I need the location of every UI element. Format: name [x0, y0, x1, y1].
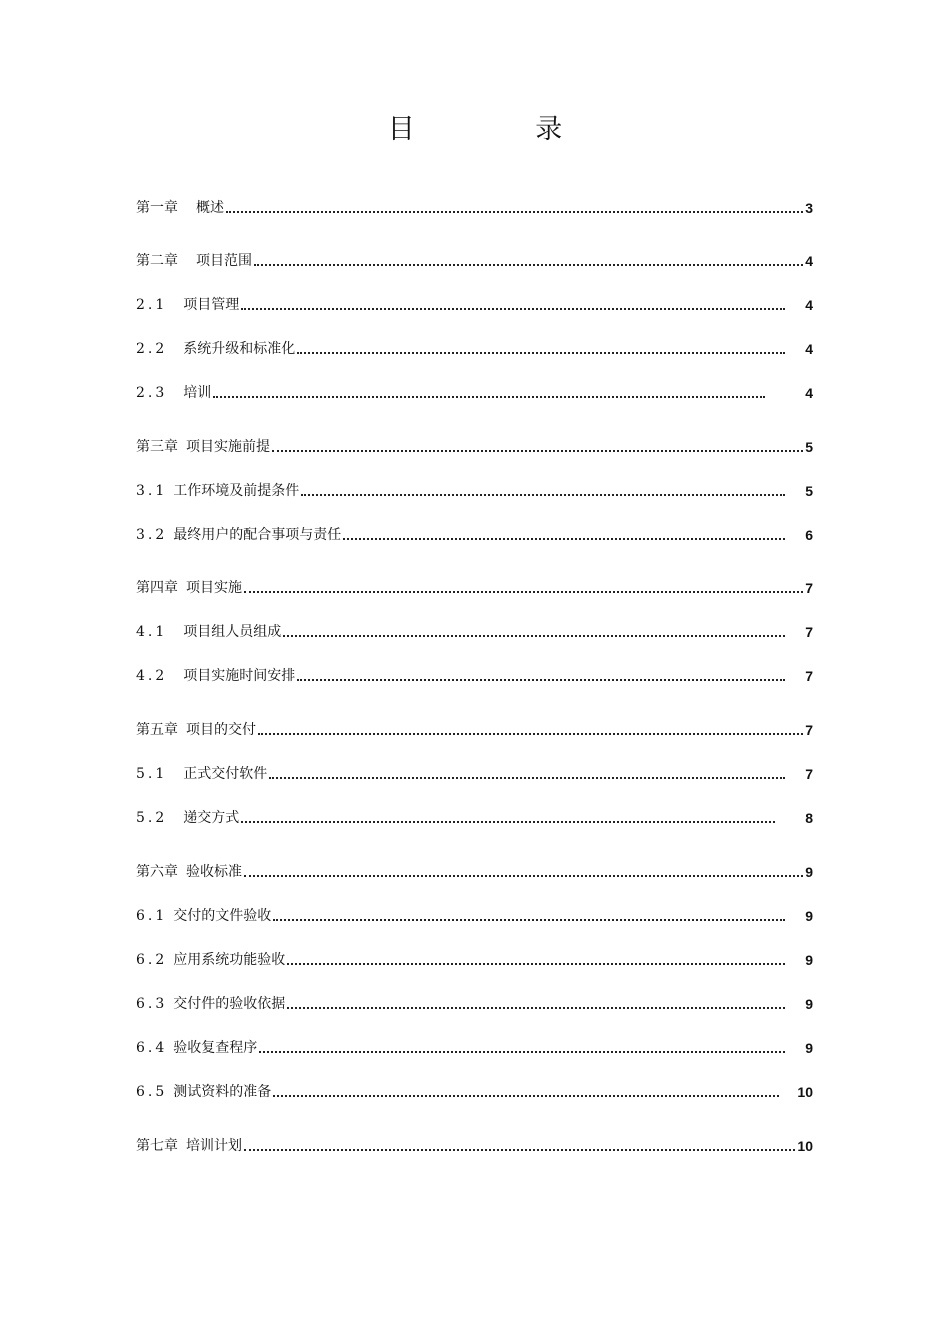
- toc-entry-number: 6.2: [136, 952, 168, 968]
- toc-leader-dots: [254, 264, 803, 266]
- toc-entry-label: [136, 666, 297, 686]
- toc-entry-number: 6.4: [136, 1040, 168, 1056]
- toc-entry-chapter-7[interactable]: [136, 1134, 813, 1156]
- toc-entry-text: 概述: [196, 200, 224, 216]
- toc-page-number: 7: [805, 722, 813, 738]
- toc-entry-text: 交付的文件验收: [173, 908, 272, 924]
- toc-page-number: 5: [805, 439, 813, 455]
- toc-entry-label: [136, 578, 244, 598]
- toc-leader-dots: [297, 352, 785, 354]
- toc-entry-text: 验收复查程序: [173, 1040, 258, 1056]
- toc-entry-text: 项目实施时间安排: [183, 668, 296, 684]
- toc-leader-dots: [343, 538, 785, 540]
- toc-page-number: 7: [805, 668, 813, 684]
- toc-page-number: 9: [805, 908, 813, 924]
- toc-entry-label: [136, 720, 258, 740]
- toc-entry-section-3-1[interactable]: [136, 479, 813, 501]
- toc-entry-text: 项目管理: [183, 297, 240, 313]
- toc-entry-number: 6.1: [136, 908, 168, 924]
- toc-entry-label: [136, 481, 301, 501]
- toc-entry-number: 第三章: [136, 439, 178, 455]
- toc-page-number: 9: [805, 1040, 813, 1056]
- toc-entry-chapter-2[interactable]: [136, 249, 813, 271]
- toc-leader-dots: [273, 1095, 779, 1097]
- toc-entry-label: [136, 251, 254, 271]
- toc-entry-section-5-1[interactable]: [136, 762, 813, 784]
- toc-entry-section-6-3[interactable]: [136, 992, 813, 1014]
- toc-entry-number: 4.1: [136, 624, 168, 640]
- toc-leader-dots: [244, 1149, 795, 1151]
- toc-entry-label: [136, 295, 241, 315]
- toc-entry-chapter-6[interactable]: [136, 860, 813, 882]
- toc-leader-dots: [272, 450, 803, 452]
- toc-entry-text: 验收标准: [186, 864, 242, 880]
- page-title: 目 录: [387, 114, 619, 145]
- toc-leader-dots: [226, 211, 803, 213]
- toc-entry-number: 5.1: [136, 766, 168, 782]
- toc-leader-dots: [283, 635, 785, 637]
- toc-page-number: 10: [797, 1138, 813, 1154]
- toc-entry-label: [136, 1136, 244, 1156]
- toc-entry-text: 系统升级和标准化: [183, 341, 296, 357]
- toc-leader-dots: [301, 494, 785, 496]
- toc-page-number: 9: [805, 864, 813, 880]
- toc-entry-label: [136, 906, 273, 926]
- toc-entry-text: 工作环境及前提条件: [173, 483, 300, 499]
- toc-entry-text: 项目的交付: [186, 722, 256, 738]
- toc-entry-chapter-4[interactable]: [136, 576, 813, 598]
- toc-entry-text: 项目组人员组成: [183, 624, 282, 640]
- toc-leader-dots: [258, 733, 803, 735]
- toc-entry-text: 递交方式: [183, 810, 240, 826]
- toc-entry-number: 5.2: [136, 810, 168, 826]
- toc-leader-dots: [241, 821, 775, 823]
- toc-entry-label: [136, 622, 283, 642]
- toc-entry-label: [136, 198, 226, 218]
- toc-page-number: 4: [805, 297, 813, 313]
- toc-entry-label: [136, 808, 241, 828]
- toc-entry-number: 4.2: [136, 668, 168, 684]
- toc-entry-section-5-2[interactable]: [136, 806, 813, 828]
- toc-entry-text: 最终用户的配合事项与责任: [173, 527, 342, 543]
- toc-page-number: 7: [805, 580, 813, 596]
- toc-entry-label: [136, 994, 287, 1014]
- toc-entry-section-2-2[interactable]: [136, 337, 813, 359]
- toc-page-number: 7: [805, 624, 813, 640]
- toc-leader-dots: [241, 308, 785, 310]
- toc-entry-section-4-1[interactable]: [136, 620, 813, 642]
- toc-entry-section-3-2[interactable]: [136, 523, 813, 545]
- toc-entry-label: [136, 437, 272, 457]
- toc-entry-text: 项目实施: [186, 580, 242, 596]
- toc-entry-number: 2.3: [136, 385, 168, 401]
- toc-entry-text: 项目实施前提: [186, 439, 270, 455]
- toc-page-number: 5: [805, 483, 813, 499]
- toc-page-number: 4: [805, 385, 813, 401]
- toc-entry-text: 项目范围: [196, 253, 252, 269]
- toc-leader-dots: [269, 777, 785, 779]
- toc-entry-chapter-1[interactable]: [136, 196, 813, 218]
- toc-entry-label: [136, 383, 213, 403]
- toc-leader-dots: [259, 1051, 785, 1053]
- toc-entry-number: 3.2: [136, 527, 168, 543]
- toc-entry-label: [136, 764, 269, 784]
- toc-entry-number: 第二章: [136, 253, 178, 269]
- toc-page-number: 4: [805, 341, 813, 357]
- toc-leader-dots: [244, 591, 803, 593]
- toc-entry-number: 第四章: [136, 580, 178, 596]
- toc-entry-label: [136, 862, 244, 882]
- toc-page-number: 4: [805, 253, 813, 269]
- toc-entry-number: 6.3: [136, 996, 168, 1012]
- toc-entry-label: [136, 525, 343, 545]
- toc-entry-section-6-5[interactable]: [136, 1080, 813, 1102]
- toc-entry-section-6-2[interactable]: [136, 948, 813, 970]
- toc-page-number: 3: [805, 200, 813, 216]
- toc-entry-text: 应用系统功能验收: [173, 952, 286, 968]
- toc-entry-text: 培训: [183, 385, 212, 401]
- toc-entry-number: 第七章: [136, 1138, 178, 1154]
- toc-entry-text: 测试资料的准备: [173, 1084, 272, 1100]
- toc-page-number: 7: [805, 766, 813, 782]
- toc-leader-dots: [213, 396, 765, 398]
- toc-entry-text: 正式交付软件: [183, 766, 268, 782]
- toc-page-number: 9: [805, 952, 813, 968]
- toc-entry-text: 交付件的验收依据: [173, 996, 286, 1012]
- toc-entry-number: 2.1: [136, 297, 168, 313]
- toc-entry-number: 3.1: [136, 483, 168, 499]
- toc-page-number: 10: [797, 1084, 813, 1100]
- toc-entry-chapter-5[interactable]: [136, 718, 813, 740]
- toc-leader-dots: [273, 919, 785, 921]
- toc-page-number: 6: [805, 527, 813, 543]
- toc-leader-dots: [244, 875, 803, 877]
- toc-entry-number: 6.5: [136, 1084, 168, 1100]
- toc-entry-label: [136, 1082, 273, 1102]
- toc-entry-section-6-1[interactable]: [136, 904, 813, 926]
- toc-entry-section-6-4[interactable]: [136, 1036, 813, 1058]
- toc-leader-dots: [297, 679, 785, 681]
- toc-entry-section-2-1[interactable]: [136, 293, 813, 315]
- toc-entry-label: [136, 1038, 259, 1058]
- toc-entry-label: [136, 339, 297, 359]
- toc-entry-section-4-2[interactable]: [136, 664, 813, 686]
- toc-leader-dots: [287, 1007, 785, 1009]
- toc-entry-chapter-3[interactable]: [136, 435, 813, 457]
- toc-page-number: 8: [805, 810, 813, 826]
- toc-entry-label: [136, 950, 287, 970]
- toc-entry-number: 第一章: [136, 200, 178, 216]
- toc-leader-dots: [287, 963, 785, 965]
- toc-entry-number: 2.2: [136, 341, 168, 357]
- toc-page-number: 9: [805, 996, 813, 1012]
- toc-entry-number: 第五章: [136, 722, 178, 738]
- toc-entry-text: 培训计划: [186, 1138, 242, 1154]
- toc-entry-section-2-3[interactable]: [136, 381, 813, 403]
- toc-entry-number: 第六章: [136, 864, 178, 880]
